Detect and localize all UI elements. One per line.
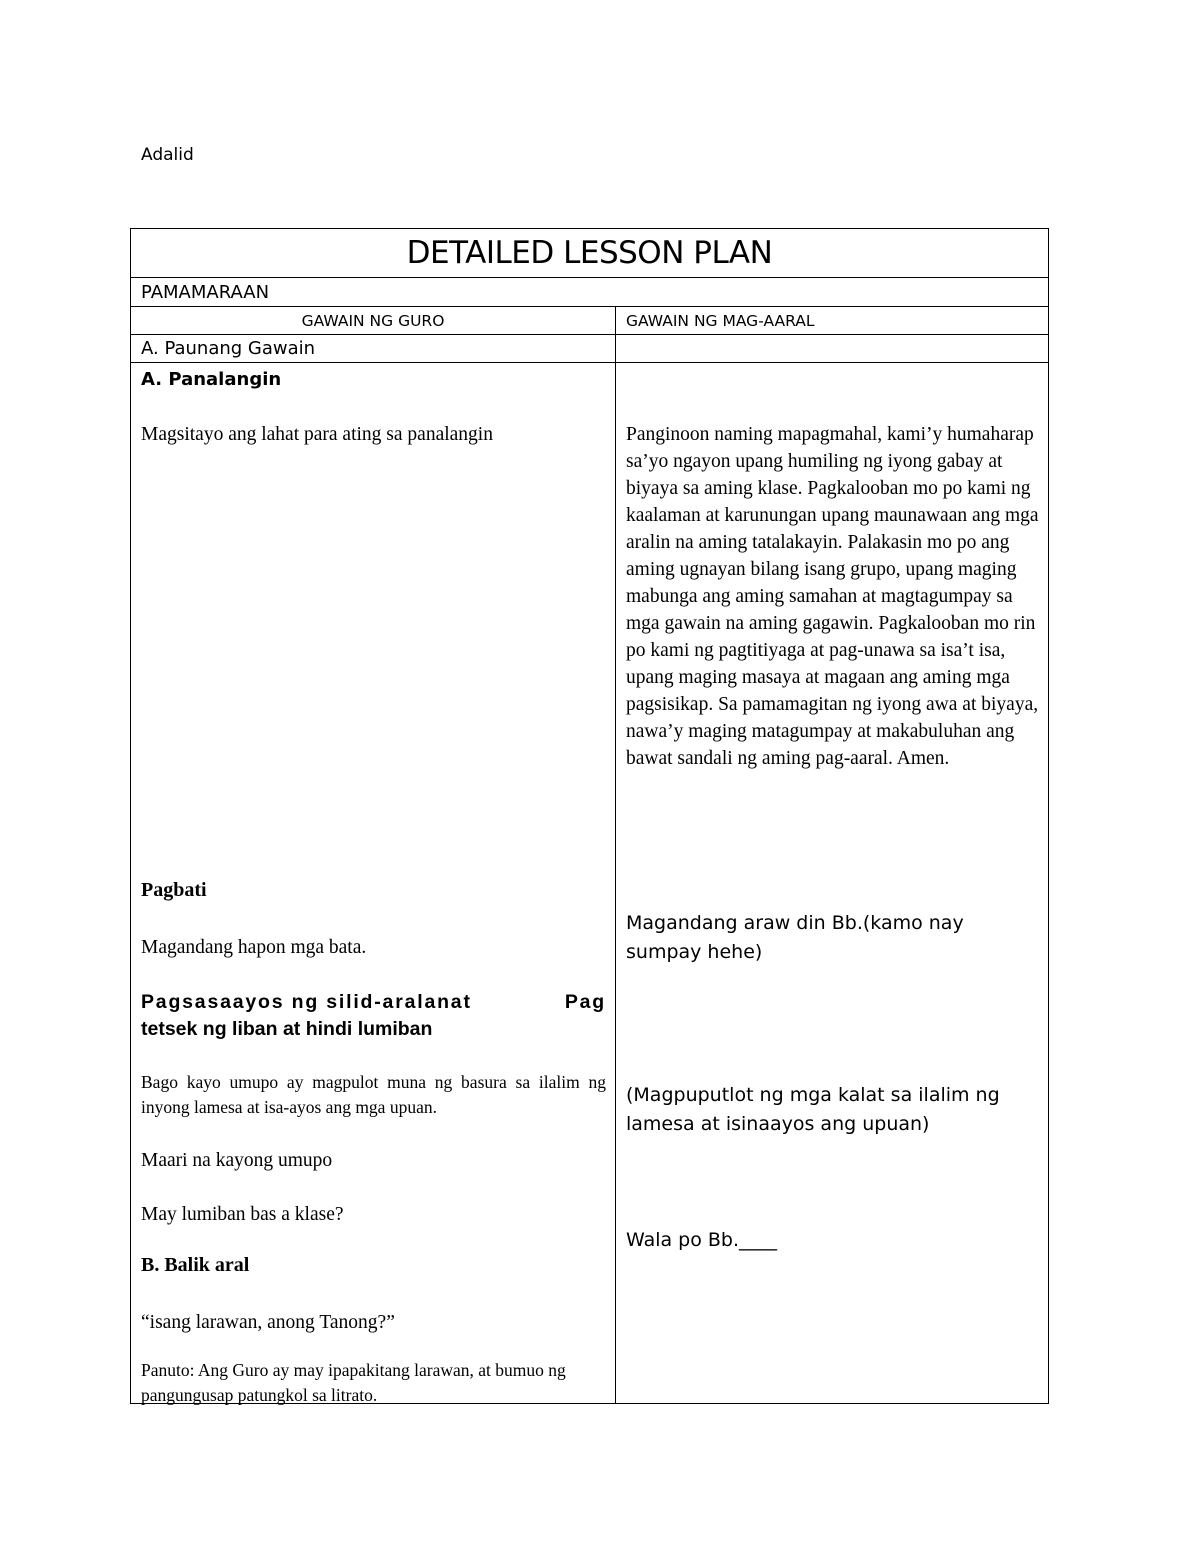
paunang-gawain-empty — [616, 335, 1049, 363]
prayer-text: Panginoon naming mapagmahal, kami’y humaharap sa’yo ngayon upang humiling ng iyong gabay at biyaya sa aming klase. Pagkalooban mo po kami ng kaalaman at karunungan upang maunawaan ang mga aralin na aming tatalakayin. Palakasin mo po ang aming ugnayan bilang isang grupo, upang maging mabunga ang aming samahan at magtagumpay sa mga gawain na aming gagawin. Pagkalooban mo rin po kami ng pagtitiyaga at pag-unawa sa isa’t isa, upang maging masaya at magaan ang aming mga pagsisikap. Sa pamamagitan ng iyong awa at biyaya, nawa’y maging matagumpay at makabuluhan ang bawat sandali ng aming pag-aaral. Amen. — [626, 424, 1039, 769]
lesson-plan-table — [130, 228, 1049, 1404]
may-lumiban-question: May lumiban bas a klase? — [141, 1204, 344, 1225]
wala-po-reply: Wala po Bb.____ — [626, 1229, 778, 1251]
table-title: DETAILED LESSON PLAN — [131, 229, 1049, 278]
isang-larawan-text: “isang larawan, anong Tanong?” — [141, 1312, 395, 1333]
bago-kayo-instruction: Bago kayo umupo ay magpulot muna ng basura sa ilalim ng inyong lamesa at isa-ayos ang mga upuan. — [141, 1072, 606, 1117]
column-header-teacher: GAWAIN NG GURO — [131, 307, 616, 335]
section-label: PAMAMARAAN — [131, 278, 1049, 307]
column-header-student: GAWAIN NG MAG-AARAL — [616, 307, 1049, 335]
pagsasaayos-heading-part1: Pagsasaayos ng silid-aralanat — [141, 991, 472, 1013]
greeting-reply: Magandang araw din Bb.(kamo nay sumpay hehe) — [626, 912, 964, 963]
panalangin-heading: A. Panalangin — [141, 369, 282, 390]
pagbati-text: Magandang hapon mga bata. — [141, 937, 367, 958]
pagsasaayos-heading-line2: tetsek ng liban at hindi lumiban — [141, 1018, 433, 1040]
maari-umupo-text: Maari na kayong umupo — [141, 1150, 333, 1171]
document-header-author: Adalid — [141, 145, 194, 165]
balik-aral-heading: B. Balik aral — [141, 1254, 250, 1276]
pagsasaayos-heading-part2: Pag — [564, 991, 606, 1013]
paunang-gawain-label: A. Paunang Gawain — [131, 335, 616, 363]
panalangin-instruction: Magsitayo ang lahat para ating sa panalangin — [141, 424, 493, 445]
pagsasaayos-heading — [141, 989, 606, 1043]
student-activity-cell — [616, 363, 1049, 1404]
magpupulot-reply: (Magpuputlot ng mga kalat sa ilalim ng lamesa at isinaayos ang upuan) — [626, 1084, 1000, 1135]
teacher-activity-cell — [131, 363, 616, 1404]
pagbati-heading: Pagbati — [141, 879, 207, 901]
panuto-text: Panuto: Ang Guro ay may ipapakitang larawan, at bumuo ng pangungusap patungkol sa litrato. — [141, 1360, 566, 1405]
